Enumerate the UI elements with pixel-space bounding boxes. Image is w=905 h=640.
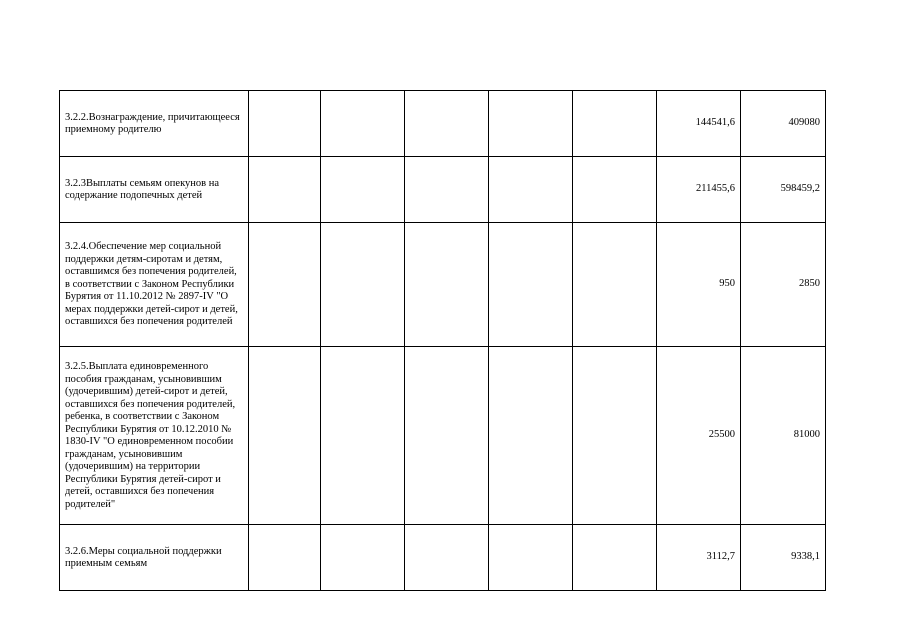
- value-cell-2: 2850: [741, 223, 826, 347]
- table-row: [60, 525, 826, 591]
- empty-cell: [249, 157, 321, 223]
- row-description: 3.2.3Выплаты семьям опекунов на содержание подопечных детей: [60, 157, 249, 223]
- table-row: [60, 347, 826, 525]
- empty-cell: [321, 157, 405, 223]
- empty-cell: [405, 91, 489, 157]
- empty-cell: [405, 347, 489, 525]
- value-cell-2: 598459,2: [741, 157, 826, 223]
- empty-cell: [321, 525, 405, 591]
- empty-cell: [405, 157, 489, 223]
- empty-cell: [405, 525, 489, 591]
- value-cell-2: 409080: [741, 91, 826, 157]
- empty-cell: [573, 347, 657, 525]
- empty-cell: [573, 157, 657, 223]
- table-row: [60, 157, 826, 223]
- empty-cell: [573, 525, 657, 591]
- value-cell-2: 81000: [741, 347, 826, 525]
- row-description: 3.2.4.Обеспечение мер социальной поддержки детям-сиротам и детям, оставшимся без попечения родителей, в соответствии с Законом Республики Бурятия от 11.10.2012 № 2897-IV "О мерах поддержки детей-сирот и детей, оставшихся без попечения родителей: [60, 223, 249, 347]
- empty-cell: [405, 223, 489, 347]
- table-row: [60, 223, 826, 347]
- value-cell-1: 211455,6: [657, 157, 741, 223]
- empty-cell: [249, 347, 321, 525]
- empty-cell: [489, 525, 573, 591]
- row-description: 3.2.2.Вознаграждение, причитающееся приемному родителю: [60, 91, 249, 157]
- row-description: 3.2.5.Выплата единовременного пособия гражданам, усыновившим (удочерившим) детей-сирот и детей, оставшихся без попечения родителей, ребенка, в соответствии с Законом Республики Бурятия от 10.12.2010 № 1830-IV "О единовременном пособии гражданам, усыновившим (удочерившим) на территории Республики Бурятия детей-сирот и детей, оставшихся без попечения родителей": [60, 347, 249, 525]
- value-cell-2: 9338,1: [741, 525, 826, 591]
- value-cell-1: 25500: [657, 347, 741, 525]
- empty-cell: [573, 223, 657, 347]
- value-cell-1: 950: [657, 223, 741, 347]
- table-row: [60, 91, 826, 157]
- row-description: 3.2.6.Меры социальной поддержки приемным семьям: [60, 525, 249, 591]
- empty-cell: [321, 347, 405, 525]
- empty-cell: [249, 91, 321, 157]
- empty-cell: [489, 347, 573, 525]
- empty-cell: [249, 525, 321, 591]
- empty-cell: [321, 223, 405, 347]
- empty-cell: [489, 91, 573, 157]
- empty-cell: [321, 91, 405, 157]
- empty-cell: [249, 223, 321, 347]
- budget-table: [59, 90, 826, 591]
- value-cell-1: 3112,7: [657, 525, 741, 591]
- empty-cell: [573, 91, 657, 157]
- empty-cell: [489, 157, 573, 223]
- empty-cell: [489, 223, 573, 347]
- value-cell-1: 144541,6: [657, 91, 741, 157]
